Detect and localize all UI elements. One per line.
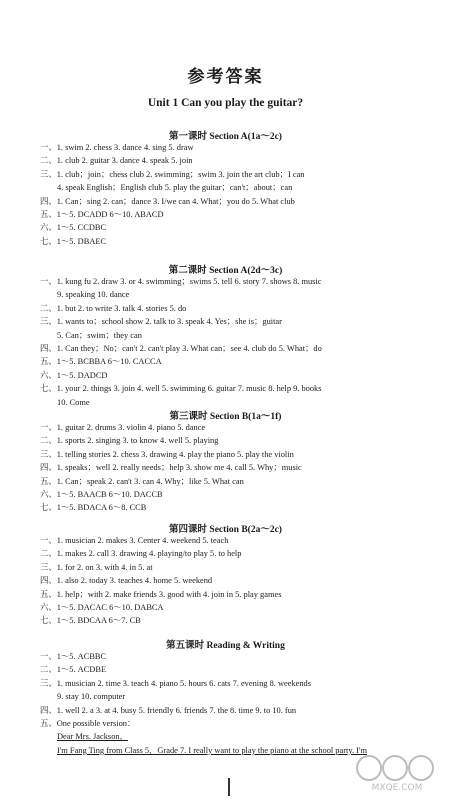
section-heading-2: 第二课时 Section A(2d～3c) <box>168 266 283 276</box>
answer-line: 三、1. wants to；school show 2. talk to 3. speak 4. Yes；she is；guitar <box>40 317 282 327</box>
answer-line: 七、1～5. BDCAA 6～7. CB <box>40 616 141 626</box>
watermark-logo <box>351 752 443 794</box>
section-4-answers <box>40 534 440 628</box>
answer-line: 二、1～5. ACDBE <box>40 665 107 675</box>
answer-line: 二、1. club 2. guitar 3. dance 4. speak 5. join <box>40 156 193 166</box>
answer-line: 五、1～5. BCBBA 6～10. CACCA <box>40 357 162 367</box>
page-divider <box>228 778 230 796</box>
answer-line: 一、1. kung fu 2. draw 3. or 4. swimming；swims 5. tell 6. story 7. shows 8. music <box>40 277 322 286</box>
answer-line: 二、1. sports 2. singing 3. to know 4. well 5. playing <box>40 436 219 446</box>
answer-line: 9. stay 10. computer <box>57 692 126 702</box>
answer-line: 七、1～5. BDACA 6～8. CCB <box>40 503 147 513</box>
answer-line: 四、1. speaks；well 2. really needs；help 3. show me 4. call 5. Why；music <box>40 463 302 473</box>
section-3-answers <box>40 421 440 515</box>
letter-greeting: Dear Mrs. Jackson， <box>57 732 128 742</box>
section-1-answers <box>40 141 440 248</box>
answer-line: 六、1～5. DACAC 6～10. DABCA <box>40 602 164 612</box>
answer-line: 四、1. Can they；No；can't 2. can't play 3. What can；see 4. club do 5. What；do <box>40 343 322 353</box>
answer-line: 四、1. well 2. a 3. at 4. busy 5. friendly 6. friends 7. the 8. time 9. to 10. fun <box>40 705 297 715</box>
answer-line: 六、1～5. BAACB 6～10. DACCB <box>40 489 163 499</box>
answer-line: 10. Come <box>57 397 90 407</box>
answer-line: 二、1. but 2. to write 3. talk 4. stories 5. do <box>40 303 187 313</box>
section-heading-4: 第四课时 Section B(2a～2c) <box>169 525 282 535</box>
letter-body-line: I'm Fang Ting from Class 5，Grade 7. I really want to play the piano at the school party. I'm <box>57 745 367 755</box>
answer-line: 四、1. Can；sing 2. can；dance 3. I/we can 4. What；you do 5. What club <box>40 196 295 206</box>
answer-line: 五、One possible version： <box>40 718 136 728</box>
answer-line: 六、1～5. CCDBC <box>40 223 107 233</box>
answer-line: 一、1. guitar 2. drums 3. violin 4. piano 5. dance <box>40 423 206 432</box>
section-5-answers <box>40 650 440 757</box>
unit-title: Unit 1 Can you play the guitar? <box>147 97 304 109</box>
answer-line: 三、1. telling stories 2. chess 3. drawing 4. play the piano 5. play the violin <box>40 449 294 459</box>
answer-line: 三、1. club；join；chess club 2. swimming；swim 3. join the art club；I can <box>40 169 305 179</box>
answer-line: 七、1. your 2. things 3. join 4. well 5. swimming 6. guitar 7. music 8. help 9. books <box>40 384 322 394</box>
answer-line: 一、1. swim 2. chess 3. dance 4. sing 5. draw <box>40 143 194 152</box>
answer-line: 二、1. makes 2. call 3. drawing 4. playing/to play 5. to help <box>40 549 242 559</box>
answer-line: 五、1～5. DCADD 6～10. ABACD <box>40 209 164 219</box>
answer-line: 七、1～5. DBAEC <box>40 236 107 246</box>
answer-line: 一、1～5. ACBBC <box>40 652 107 661</box>
answer-line: 4. speak English；English club 5. play the guitar；can't；about；can <box>57 183 293 193</box>
section-heading-3: 第三课时 Section B(1a～1f) <box>169 412 282 422</box>
answer-line: 三、1. musician 2. time 3. teach 4. piano 5. hours 6. cats 7. evening 8. weekends <box>40 678 311 688</box>
answer-line: 六、1～5. DADCD <box>40 370 108 380</box>
answer-line: 四、1. also 2. today 3. teaches 4. home 5. weekend <box>40 576 213 586</box>
section-heading-5: 第五课时 Reading & Writing <box>166 641 285 651</box>
answer-line: 一、1. musician 2. makes 3. Center 4. weekend 5. teach <box>40 536 229 545</box>
page-title: 参考答案 <box>187 67 264 87</box>
section-heading-1: 第一课时 Section A(1a～2c) <box>169 132 282 142</box>
answer-line: 五、1. help；with 2. make friends 3. good with 4. join in 5. play games <box>40 589 282 599</box>
answer-line: 5. Can；swim；they can <box>57 330 142 340</box>
answer-line: 9. speaking 10. dance <box>57 290 130 300</box>
answer-line: 三、1. for 2. on 3. with 4. in 5. at <box>40 562 153 572</box>
svg-text:MXQE.COM: MXQE.COM <box>371 783 423 793</box>
answer-line: 五、1. Can；speak 2. can't 3. can 4. Why；like 5. What can <box>40 476 244 486</box>
section-2-answers <box>40 275 440 409</box>
